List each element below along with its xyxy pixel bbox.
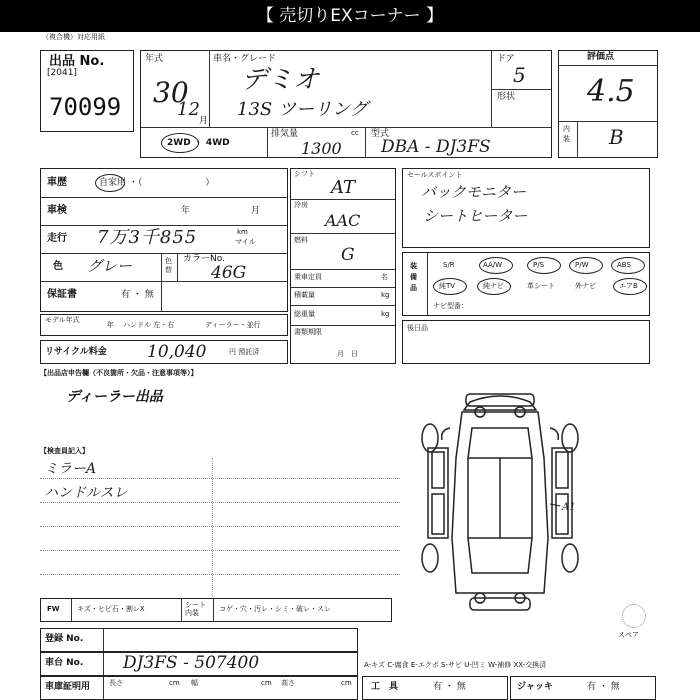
arrival-box — [402, 320, 650, 364]
dealer-stamp: ディーラー出品 — [66, 389, 163, 405]
lot-label: 出品 No. — [49, 54, 105, 69]
chassis-value: DJ3FS - 507400 — [123, 653, 260, 673]
page-banner: 【 売切りEXコーナー 】 — [0, 0, 700, 32]
gross-label: 総重量 — [294, 310, 315, 318]
shift-value: AT — [331, 177, 356, 198]
model-year-unit: 年 — [107, 321, 114, 329]
equip-airbag: エアB — [619, 282, 638, 290]
damage-mark: A1 — [562, 502, 576, 513]
navi-model-label: ナビ型番： — [433, 302, 468, 310]
jack-label: ジャッキ — [517, 682, 553, 692]
lot-number-box — [40, 50, 134, 132]
equip-aaw: AA/W — [483, 261, 503, 269]
equip-ext-navi: 外ナビ — [575, 282, 596, 290]
model-year-row — [40, 314, 288, 336]
mile-unit: マイル — [235, 238, 256, 246]
displacement-unit: cc — [351, 129, 359, 137]
equip-sr: S/R — [443, 261, 455, 269]
recycle-unit: 円 預託済 — [229, 348, 260, 356]
inspector-label: 【検査員記入】 — [40, 447, 89, 455]
displacement-label: 排気量 — [271, 129, 299, 139]
seat-label: シート内装 — [185, 601, 206, 618]
spare-tire-icon — [622, 604, 646, 628]
lot-number: 70099 — [49, 93, 122, 121]
car-name: デミオ — [241, 65, 320, 95]
tools-label: 工 具 — [371, 682, 399, 692]
equip-navi-circle — [477, 278, 511, 295]
inspection-label: 車検 — [47, 205, 67, 216]
month-unit: 月 — [199, 116, 209, 126]
name-label: 車名・グレード — [213, 54, 277, 64]
jack-options: 有 ・ 無 — [587, 682, 620, 692]
height-label: 高さ — [281, 679, 295, 687]
fuel-value: G — [341, 245, 355, 265]
length-unit: cm — [169, 679, 180, 687]
year-value: 30 — [153, 76, 189, 109]
dealer-label: ディーラー・並行 — [205, 321, 261, 329]
tools-options: 有 ・ 無 — [433, 682, 466, 692]
height-unit: cm — [341, 679, 352, 687]
equip-abs-circle — [611, 257, 645, 274]
inspector-line2: ハンドルスレ — [44, 485, 128, 501]
equip-ps: P/S — [533, 261, 545, 269]
inspector-line1: ミラーA — [44, 461, 97, 477]
recycle-value: 10,040 — [147, 342, 207, 362]
load-unit: kg — [381, 291, 390, 299]
color-no-value: 46G — [211, 263, 247, 283]
shape-label: 形状 — [497, 92, 516, 102]
details-box — [40, 168, 288, 312]
color-no-label: カラーNo. — [183, 254, 225, 264]
fw-row — [40, 598, 392, 622]
drive-options: 2WD ・ 4WD — [167, 138, 230, 148]
mileage-value: 7万3千855 — [97, 227, 198, 248]
recycle-label: リサイクル料金 — [45, 347, 107, 357]
interior-value: B — [609, 125, 624, 149]
aircon-label: 冷房 — [294, 201, 308, 209]
km-unit: km — [237, 228, 248, 236]
equip-aaw-circle — [479, 257, 513, 274]
equip-ps-circle — [527, 257, 561, 274]
year-label: 年式 — [145, 54, 164, 64]
fuel-label: 燃料 — [294, 236, 308, 244]
doc-type-label: （複合機）対応用紙 — [42, 33, 105, 41]
spare-label: スペア — [618, 631, 639, 639]
capacity-unit: 名 — [381, 273, 388, 281]
model-value: DBA - DJ3FS — [381, 137, 491, 157]
inspection-month-unit: 月 — [251, 206, 261, 216]
sales-point-box — [402, 168, 650, 248]
notes-label: 【出品店申告欄（不良箇所・欠品・注意事項等）】 — [40, 369, 198, 377]
drive-circle — [161, 133, 199, 153]
equip-airbag-circle — [613, 278, 647, 295]
score-label: 評価点 — [587, 52, 615, 62]
mileage-label: 走行 — [47, 233, 67, 244]
score-value: 4.5 — [587, 74, 635, 109]
history-options: 自家用 ・（ ） — [99, 178, 215, 188]
score-box — [558, 50, 658, 158]
chassis-row — [40, 652, 358, 676]
length-label: 長さ — [109, 679, 123, 687]
equip-abs: ABS — [617, 261, 631, 269]
warranty-options: 有 ・ 無 — [121, 290, 154, 300]
deadline-label: 書類期限 — [294, 328, 322, 336]
color-label: 色 — [53, 261, 63, 272]
seat-items: コゲ・穴・汚レ・シミ・破レ・スレ — [219, 605, 331, 613]
aircon-value: AAC — [325, 211, 361, 230]
garage-cert-row — [40, 676, 358, 700]
month-value: 12 — [177, 99, 200, 120]
equip-pw: P/W — [575, 261, 589, 269]
sales-point-line2: シートヒーター — [423, 207, 528, 225]
interior-label: 内装 — [563, 125, 570, 143]
vehicle-header-box — [140, 50, 552, 158]
cert-label: 車庫証明用 — [45, 682, 91, 692]
spec-box — [290, 168, 396, 364]
doors-value: 5 — [513, 63, 526, 87]
chassis-label: 車台 No. — [45, 658, 84, 668]
inspector-notes-area — [40, 458, 400, 596]
fw-items: キズ・ヒビ石・割レX — [77, 605, 145, 613]
registration-row — [40, 628, 358, 652]
handle-label: ハンドル 左・右 — [123, 321, 175, 329]
width-unit: cm — [261, 679, 272, 687]
load-label: 積載量 — [294, 291, 315, 299]
recycle-row — [40, 340, 288, 364]
equip-tv: 純TV — [439, 282, 456, 290]
equip-leather: 革シート — [527, 282, 555, 290]
arrival-label: 後日品 — [407, 324, 428, 332]
gross-unit: kg — [381, 310, 390, 318]
car-damage-diagram — [410, 388, 590, 628]
grade: 13S ツーリング — [237, 99, 368, 120]
fw-label: FW — [47, 605, 60, 613]
warranty-label: 保証書 — [47, 289, 77, 300]
doors-label: ドア — [497, 54, 515, 64]
tools-row — [362, 676, 508, 700]
color-change-label: 色替 — [165, 257, 172, 275]
equipment-box — [402, 252, 650, 316]
inspection-year-unit: 年 — [181, 206, 191, 216]
color-value: グレー — [87, 257, 133, 275]
equip-navi: 純ナビ — [483, 282, 504, 290]
model-year-label: モデル年式 — [45, 316, 80, 324]
damage-legend: A-キズ C-腐食 E-エクボ S-サビ U-凹ミ W-補修 XX-交換済 — [364, 661, 547, 669]
sales-point-line1: バックモニター — [421, 183, 527, 201]
reg-label: 登録 No. — [45, 634, 84, 644]
history-circle — [95, 174, 125, 192]
equipment-label: 装備品 — [410, 262, 417, 293]
jack-row — [510, 676, 656, 700]
sales-point-label: セールスポイント — [407, 171, 463, 179]
capacity-label: 乗車定員 — [294, 273, 322, 281]
lot-code: [2041] — [47, 68, 77, 78]
equip-tv-circle — [433, 278, 467, 295]
deadline-unit: 月 日 — [337, 350, 358, 358]
displacement-value: 1300 — [301, 139, 342, 158]
model-label: 型式 — [371, 129, 390, 139]
width-label: 幅 — [191, 679, 198, 687]
shift-label: シフト — [294, 170, 315, 178]
history-label: 車歴 — [47, 177, 67, 188]
equip-pw-circle — [569, 257, 603, 274]
